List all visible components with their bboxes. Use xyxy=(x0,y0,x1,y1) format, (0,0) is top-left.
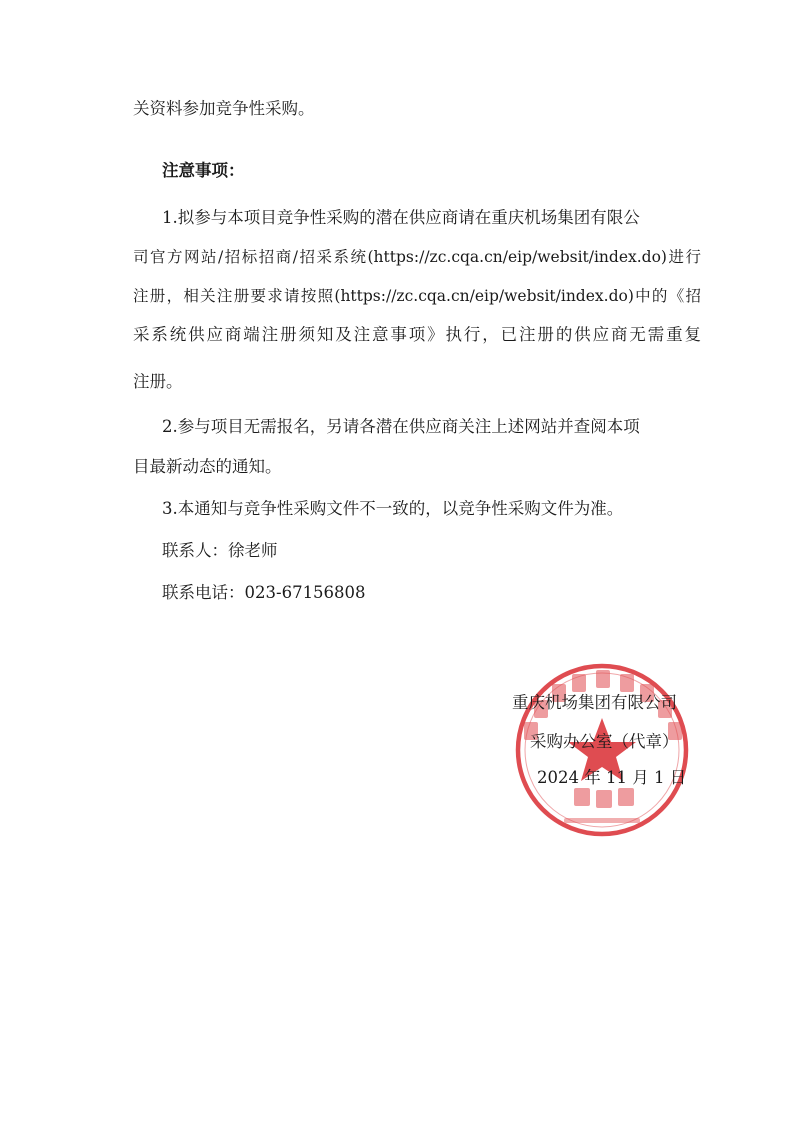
notice-item-1-line-2: 司官方网站/招标招商/招采系统(https://zc.cqa.cn/eip/websit/index.do)进行 xyxy=(133,248,701,266)
contact-phone: 联系电话：023-67156808 xyxy=(162,583,366,602)
notice-item-2-line-1: 2.参与项目无需报名，另请各潜在供应商关注上述网站并查阅本项 xyxy=(162,417,640,436)
notice-heading: 注意事项： xyxy=(162,161,245,180)
notice-item-1-line-4: 采系统供应商端注册须知及注意事项》执行，已注册的供应商无需重复 xyxy=(133,325,701,344)
signature-date: 2024 年 11 月 1 日 xyxy=(537,768,687,787)
notice-item-3: 3.本通知与竞争性采购文件不一致的，以竞争性采购文件为准。 xyxy=(162,499,624,518)
paragraph-continuation: 关资料参加竞争性采购。 xyxy=(133,99,315,118)
contact-person: 联系人：徐老师 xyxy=(162,541,278,560)
signature-company: 重庆机场集团有限公司 xyxy=(512,693,677,712)
notice-item-1-line-1: 1.拟参与本项目竞争性采购的潜在供应商请在重庆机场集团有限公 xyxy=(162,208,640,227)
signature-office: 采购办公室（代章） xyxy=(530,732,679,751)
notice-item-1-line-5: 注册。 xyxy=(133,372,183,391)
notice-item-1-line-3: 注册，相关注册要求请按照(https://zc.cqa.cn/eip/websit/index.do)中的《招 xyxy=(133,287,701,305)
notice-item-2-line-2: 目最新动态的通知。 xyxy=(133,457,282,476)
